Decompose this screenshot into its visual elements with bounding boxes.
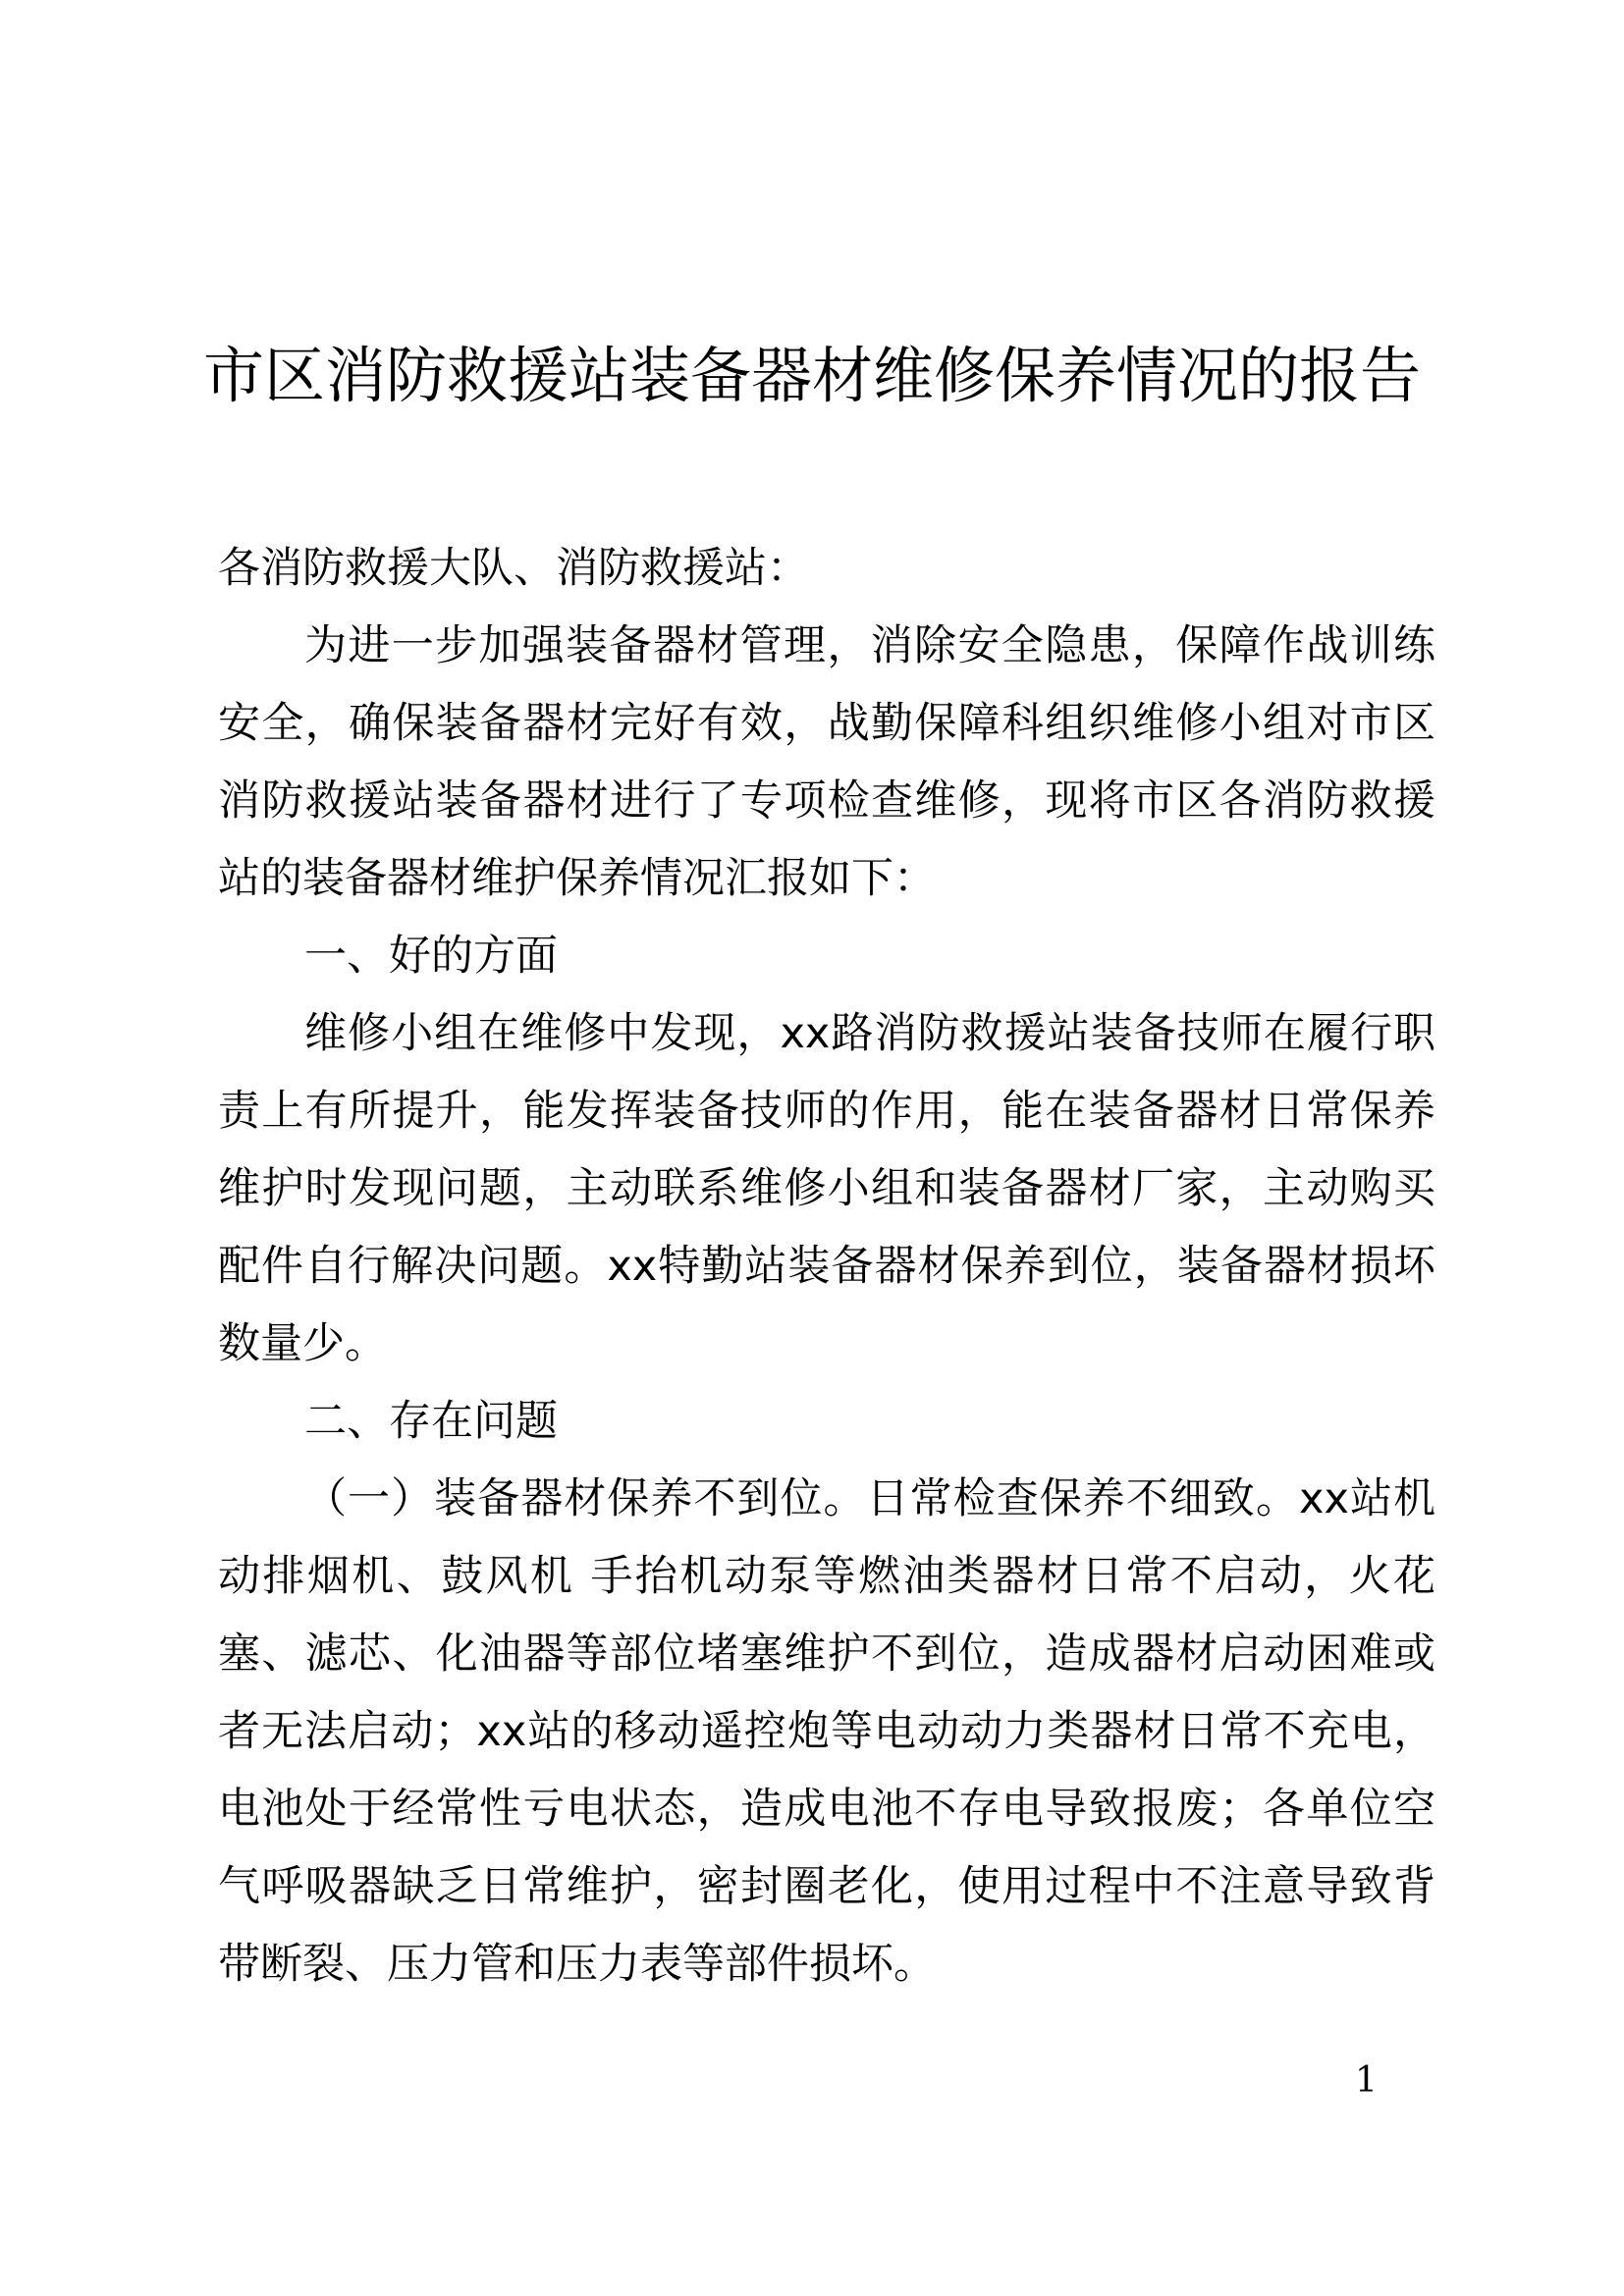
salutation: 各消防救援大队、消防救援站： (218, 544, 809, 593)
section-heading-good-aspects: 一、好的方面 (304, 932, 558, 981)
good-aspects-paragraph: 维修小组在维修中发现，xx路消防救援站装备技师在履行职责上有所提升，能发挥装备技师的作用，能在装备器材日常保养维护时发现问题，主动联系维修小组和装备器材厂家，主动购买配件自行解决问题。xx特勤站装备器材保养到位，装备器材损坏数量少。 (218, 1009, 1435, 1368)
intro-paragraph: 为进一步加强装备器材管理，消除安全隐患，保障作战训练安全，确保装备器材完好有效，战勤保障科组织维修小组对市区消防救援站装备器材进行了专项检查维修，现将市区各消防救援站的装备器材维护保养情况汇报如下： (218, 621, 1435, 903)
problem-paragraph-1: （一）装备器材保养不到位。日常检查保养不细致。xx站机动排烟机、鼓风机 手抬机动泵等燃油类器材日常不启动，火花塞、滤芯、化油器等部位堵塞维护不到位，造成器材启动困难或者无法启动；xx站的移动遥控炮等电动动力类器材日常不充电，电池处于经常性亏电状态，造成电池不存电导致报废；各单位空气呼吸器缺乏日常维护，密封圈老化，使用过程中不注意导致背带断裂、压力管和压力表等部件损坏。 (218, 1474, 1435, 1989)
page-number: 1 (1355, 2060, 1378, 2101)
document-title: 市区消防救援站装备器材维修保养情况的报告 (202, 340, 1421, 411)
section-heading-problems: 二、存在问题 (304, 1397, 558, 1446)
document-body (218, 530, 1435, 2003)
